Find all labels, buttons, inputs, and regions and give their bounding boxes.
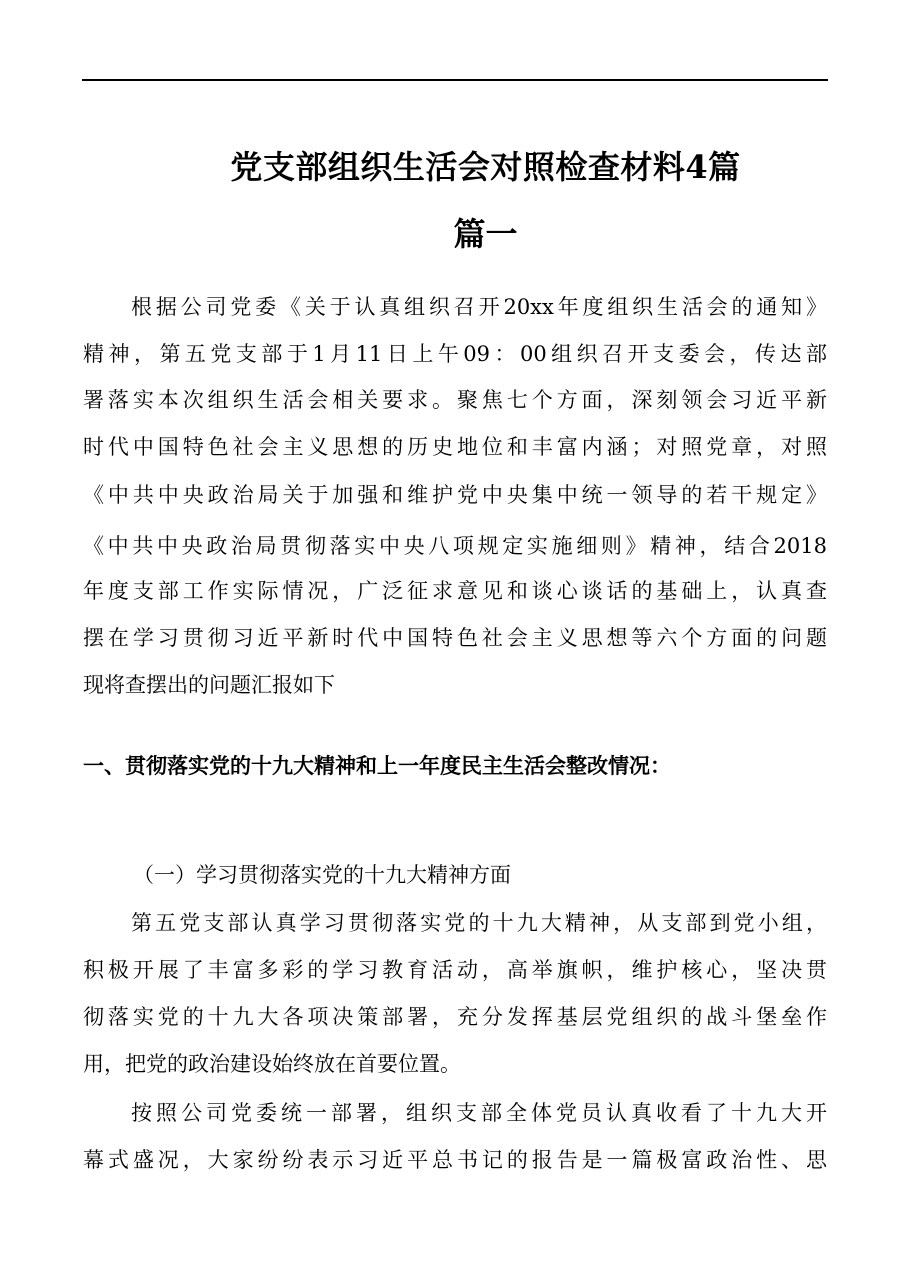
text-line: 年度支部工作实际情况，广泛征求意见和谈心谈话的基础上，认真查 <box>83 579 827 603</box>
text-line: 时代中国特色社会主义思想的历史地位和丰富内涵；对照党章，对照 <box>83 435 827 459</box>
text-line: 《中共中央政治局贯彻落实中央八项规定实施细则》精神，结合2018 <box>83 534 827 558</box>
text-line: 署落实本次组织生活会相关要求。聚焦七个方面，深刻领会习近平新 <box>83 388 827 412</box>
text-line: 第五党支部认真学习贯彻落实党的十九大精神，从支部到党小组， <box>131 911 827 935</box>
section-heading: 一、贯彻落实党的十九大精神和上一年度民主生活会整改情况： <box>83 753 671 778</box>
text-line: 积极开展了丰富多彩的学习教育活动，高举旗帜，维护核心，坚决贯 <box>83 958 827 982</box>
document-title: 党支部组织生活会对照检查材料4篇 <box>230 148 741 186</box>
header-rule <box>82 79 828 81</box>
text-line: 《中共中央政治局关于加强和维护党中央集中统一领导的若干规定》 <box>83 483 827 507</box>
text-line: 精神，第五党支部于1月11日上午09：00组织召开支委会，传达部 <box>83 342 827 366</box>
text-line: 摆在学习贯彻习近平新时代中国特色社会主义思想等六个方面的问题 <box>83 626 827 650</box>
subsection-heading: （一）学习贯彻落实党的十九大精神方面 <box>133 863 511 887</box>
text-line: 现将查摆出的问题汇报如下 <box>83 673 335 697</box>
text-line: 幕式盛况，大家纷纷表示习近平总书记的报告是一篇极富政治性、思 <box>83 1148 827 1172</box>
text-line: 用，把党的政治建设始终放在首要位置。 <box>83 1052 461 1076</box>
text-line: 根据公司党委《关于认真组织召开20xx年度组织生活会的通知》 <box>131 295 827 319</box>
document-subtitle: 篇一 <box>453 215 518 253</box>
text-line: 按照公司党委统一部署，组织支部全体党员认真收看了十九大开 <box>131 1101 827 1125</box>
text-line: 彻落实党的十九大各项决策部署，充分发挥基层党组织的战斗堡垒作 <box>83 1005 827 1029</box>
